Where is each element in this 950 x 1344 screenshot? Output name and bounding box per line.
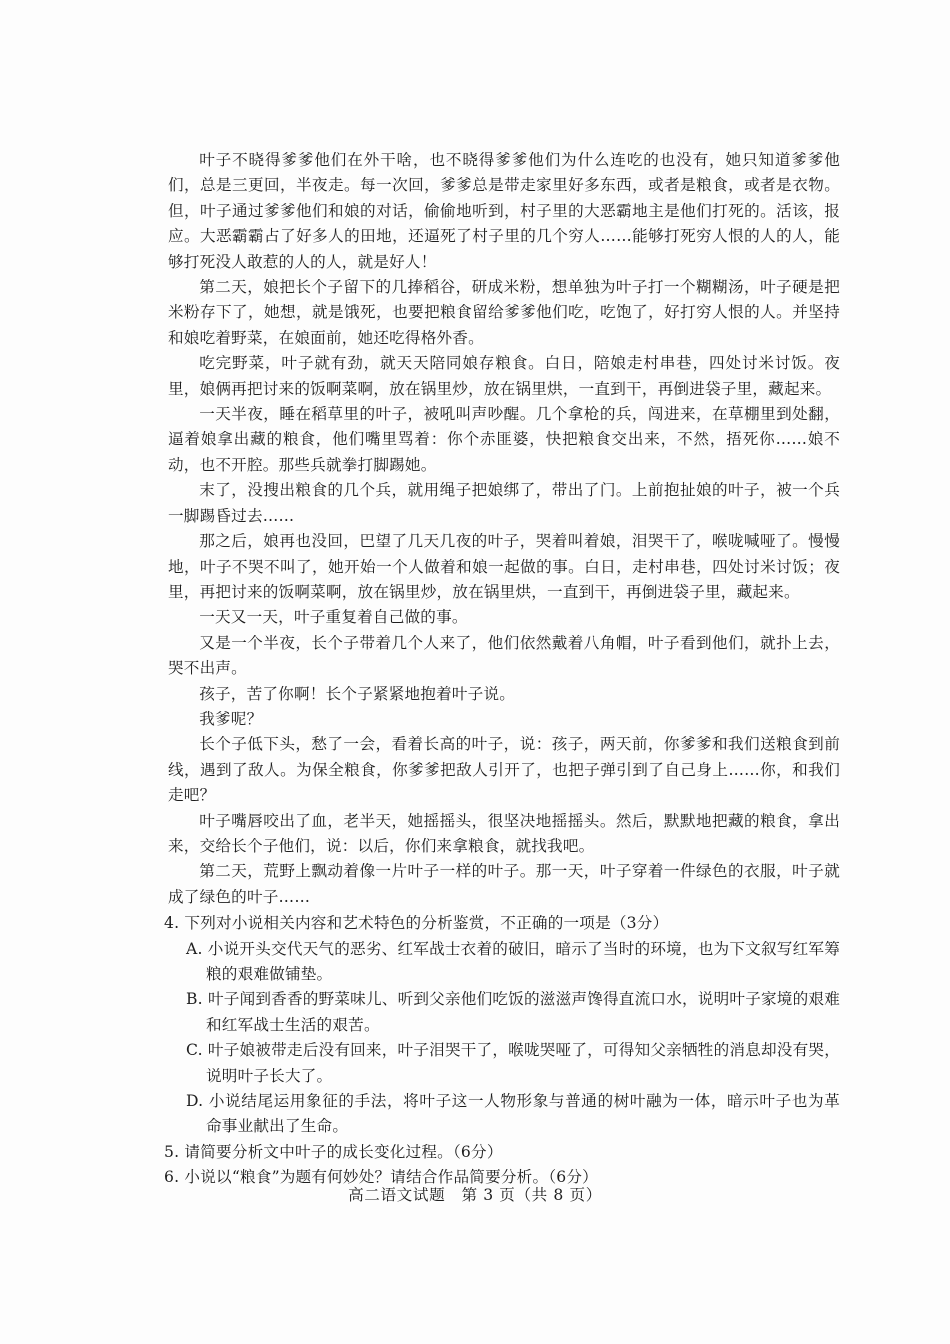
question-4-stem: 4. 下列对小说相关内容和艺术特色的分析鉴赏，不正确的一项是（3分）	[164, 914, 669, 933]
story-paragraph: 我爹呢？	[199, 709, 263, 728]
story-paragraph: 第二天，娘把长个子留下的几捧稻谷，研成米粉，想单独为叶子打一个糊糊汤，叶子硬是把米粉存下了，她想，就是饿死，也要把粮食留给爹爹他们吃，吃饱了，好打穷人恨的人。并坚持和娘吃着野菜，在娘面前，她还吃得格外香。	[168, 278, 840, 347]
question-4-option-d: D. 小说结尾运用象征的手法，将叶子这一人物形象与普通的树叶融为一体，暗示叶子也为革命事业献出了生命。	[186, 1092, 840, 1136]
question-6: 6. 小说以“粮食”为题有何妙处？请结合作品简要分析。（6分）	[164, 1168, 598, 1187]
page-content	[164, 148, 840, 1191]
story-paragraph: 末了，没搜出粮食的几个兵，就用绳子把娘绑了，带出了门。上前抱扯娘的叶子，被一个兵一脚踢昏过去……	[168, 481, 840, 525]
story-paragraph: 第二天，荒野上飘动着像一片叶子一样的叶子。那一天，叶子穿着一件绿色的衣服，叶子就成了绿色的叶子……	[168, 862, 840, 906]
question-section	[164, 911, 840, 1190]
story-paragraph: 孩子，苦了你啊！长个子紧紧地抱着叶子说。	[199, 684, 516, 703]
story-paragraph: 一天又一天，叶子重复着自己做的事。	[199, 608, 468, 627]
story-paragraph: 吃完野菜，叶子就有劲，就天天陪同娘存粮食。白日，陪娘走村串巷，四处讨米讨饭。夜里，娘俩再把讨来的饭啊菜啊，放在锅里炒，放在锅里烘，一直到干，再倒进袋子里，藏起来。	[168, 354, 840, 398]
story-paragraph: 那之后，娘再也没回，巴望了几天几夜的叶子，哭着叫着娘，泪哭干了，喉咙喊哑了。慢慢地，叶子不哭不叫了，她开始一个人做着和娘一起做的事。白日，走村串巷，四处讨米讨饭；夜里，再把讨来的饭啊菜啊，放在锅里炒，放在锅里烘，一直到干，再倒进袋子里，藏起来。	[168, 532, 840, 601]
story-text	[168, 148, 840, 910]
story-paragraph: 又是一个半夜，长个子带着几个人来了，他们依然戴着八角帽，叶子看到他们，就扑上去，哭不出声。	[168, 633, 840, 678]
question-4-option-a: A. 小说开头交代天气的恶劣、红军战士衣着的破旧，暗示了当时的环境，也为下文叙写红军筹粮的艰难做铺垫。	[186, 939, 840, 983]
story-paragraph: 叶子嘴唇咬出了血，老半天，她摇摇头，很坚决地摇摇头。然后，默默地把藏的粮食，拿出来，交给长个子他们，说：以后，你们来拿粮食，就找我吧。	[168, 811, 840, 855]
question-5: 5. 请简要分析文中叶子的成长变化过程。（6分）	[164, 1142, 503, 1161]
question-4-option-b: B. 叶子闻到香香的野菜味儿、听到父亲他们吃饭的滋滋声馋得直流口水，说明叶子家境的艰难和红军战士生活的艰苦。	[186, 990, 840, 1034]
question-4-option-c: C. 叶子娘被带走后没有回来，叶子泪哭干了，喉咙哭哑了，可得知父亲牺牲的消息却没有哭，说明叶子长大了。	[186, 1041, 840, 1085]
page-footer: 高二语文试题 第 3 页（共 8 页）	[348, 1186, 602, 1204]
story-paragraph: 长个子低下头，愁了一会，看着长高的叶子，说：孩子，两天前，你爹爹和我们送粮食到前线，遇到了敌人。为保全粮食，你爹爹把敌人引开了，也把子弹引到了自己身上……你，和我们走吧？	[168, 735, 840, 805]
story-paragraph: 一天半夜，睡在稻草里的叶子，被吼叫声吵醒。几个拿枪的兵，闯进来，在草棚里到处翻，逼着娘拿出藏的粮食，他们嘴里骂着：你个赤匪婆，快把粮食交出来，不然，捂死你……娘不动，也不开腔。那些兵就拳打脚踢她。	[168, 405, 840, 474]
story-paragraph: 叶子不晓得爹爹他们在外干啥，也不晓得爹爹他们为什么连吃的也没有，她只知道爹爹他们，总是三更回，半夜走。每一次回，爹爹总是带走家里好多东西，或者是粮食，或者是衣物。但，叶子通过爹爹他们和娘的对话，偷偷地听到，村子里的大恶霸地主是他们打死的。活该，报应。大恶霸霸占了好多人的田地，还逼死了村子里的几个穷人……能够打死穷人恨的人的人，能够打死没人敢惹的人的人，就是好人！	[168, 151, 840, 271]
